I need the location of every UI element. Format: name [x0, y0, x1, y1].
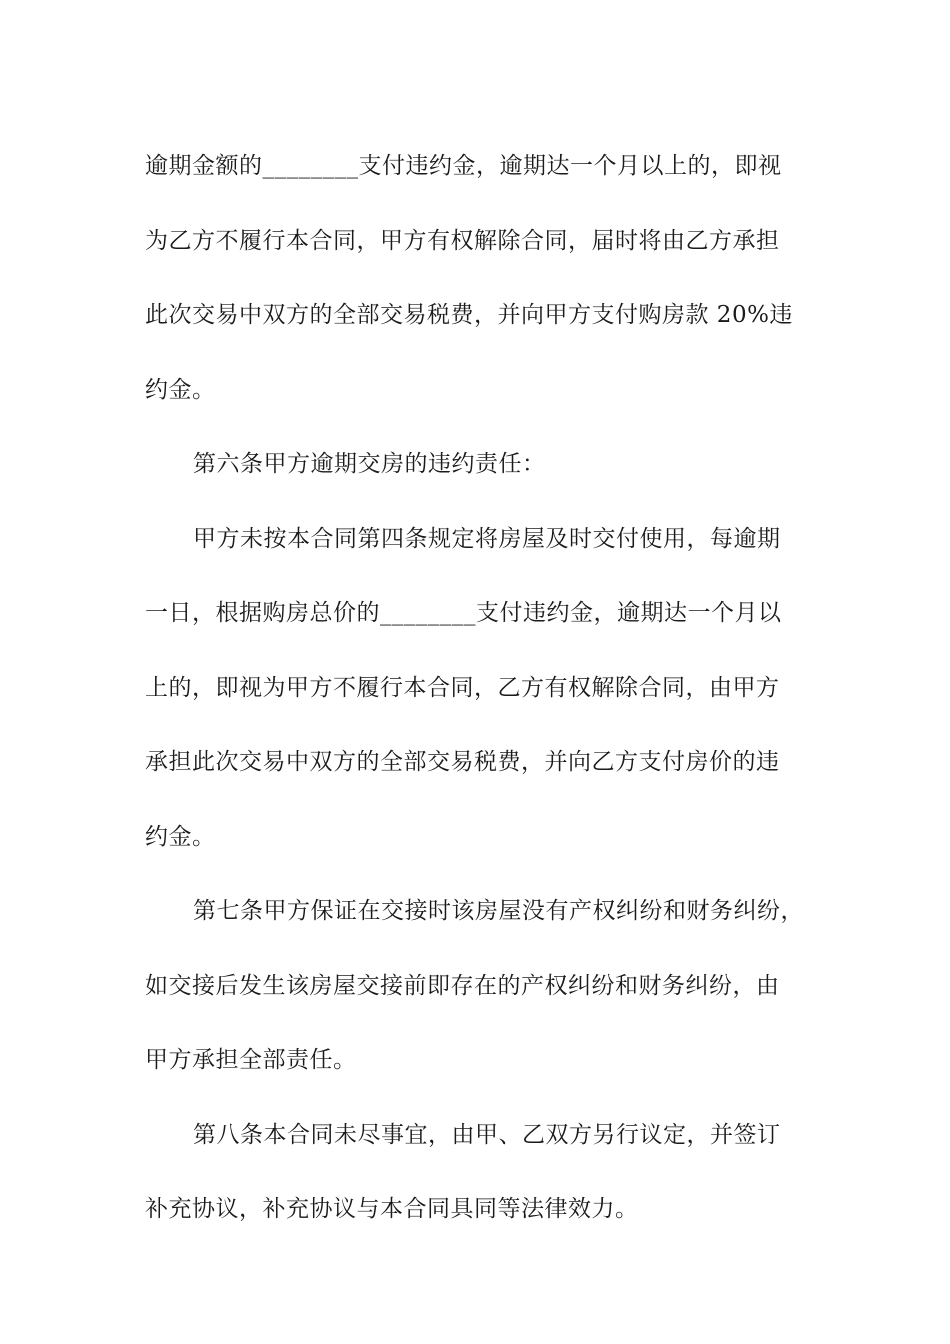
- document-line: 约金。: [145, 376, 216, 403]
- document-line: 甲方未按本合同第四条规定将房屋及时交付使用，每逾期: [193, 525, 781, 552]
- document-line: 第七条甲方保证在交接时该房屋没有产权纠纷和财务纠纷，: [193, 898, 804, 924]
- document-line: 补充协议，补充协议与本合同具同等法律效力。: [145, 1196, 639, 1222]
- document-line: 此次交易中双方的全部交易税费，并向甲方支付购房款 20%违: [145, 302, 793, 328]
- document-line: 一日，根据购房总价的________支付违约金，逾期达一个月以: [145, 600, 782, 626]
- document-line: 上的，即视为甲方不履行本合同，乙方有权解除合同，由甲方: [145, 674, 780, 701]
- document-line: 约金。: [145, 823, 216, 850]
- document-body: [145, 129, 815, 1247]
- document-line: 甲方承担全部责任。: [145, 1047, 357, 1073]
- document-line: 第六条甲方逾期交房的违约责任：: [193, 451, 546, 477]
- document-line: 逾期金额的________支付违约金，逾期达一个月以上的，即视: [145, 153, 782, 179]
- document-line: 为乙方不履行本合同，甲方有权解除合同，届时将由乙方承担: [145, 227, 780, 254]
- document-line: 承担此次交易中双方的全部交易税费，并向乙方支付房价的违: [145, 749, 780, 775]
- document-line: 如交接后发生该房屋交接前即存在的产权纠纷和财务纠纷，由: [145, 972, 780, 999]
- document-line: 第八条本合同未尽事宜，由甲、乙双方另行议定，并签订: [193, 1121, 781, 1148]
